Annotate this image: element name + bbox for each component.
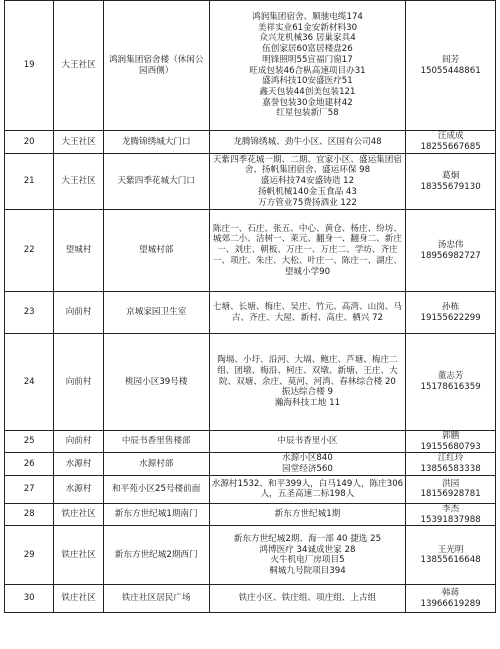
table-row — [5, 334, 496, 431]
scope-line: 新东方世纪城2期、海一部 40 捷选 25 — [233, 533, 382, 544]
site-name: 鸿润集团宿舍楼（休闲公园西侧） — [108, 54, 204, 76]
row-number-cell: 26 — [5, 453, 54, 475]
scope-line: 万方管业75费扬酒业 122 — [258, 197, 357, 208]
community-cell: 望城村 — [54, 210, 103, 292]
contact-name: 韩蒋 — [442, 588, 460, 599]
contact-cell — [406, 503, 496, 525]
row-number-cell: 24 — [5, 334, 54, 431]
contact-phone: 15391837988 — [420, 514, 481, 525]
contact-name: 王光明 — [437, 544, 464, 555]
row-number-cell: 21 — [5, 154, 54, 210]
contact-name: 闾芳 — [442, 54, 460, 65]
contact-name: 董志芳 — [437, 371, 464, 382]
scope-line: 陶塥、小圩、沿河、大塥、鲍庄、芦塘、梅庄二组、团墩、梅沿、柯庄、双墩、新塘、王庄、大院、双塘、余庄、莫河、河湾、春林综合楼 20 — [217, 355, 398, 387]
contact-phone: 13966619289 — [420, 598, 481, 609]
table-row — [5, 431, 496, 453]
site-cell — [103, 292, 209, 334]
site-cell — [103, 334, 209, 431]
site-cell — [103, 453, 209, 475]
site-name: 和平苑小区25号楼前面 — [112, 483, 201, 494]
scope-line: 盛运科技74安盛铸造 12 — [260, 176, 355, 187]
scope-line: 美祥实业61金安新材料30 — [257, 22, 358, 33]
site-cell — [103, 131, 209, 154]
site-name: 中辰书香里售楼部 — [121, 436, 191, 447]
contact-name: 汤忠伟 — [437, 239, 464, 250]
site-cell — [103, 475, 209, 503]
scope-cell — [209, 334, 406, 431]
site-cell — [103, 431, 209, 453]
site-name: 桃园小区39号楼 — [124, 376, 188, 387]
contact-name: 孙栋 — [442, 301, 460, 312]
scope-line: 瀚海科技工地 11 — [274, 398, 341, 409]
community-cell: 铁庄社区 — [54, 585, 103, 613]
row-number-cell: 29 — [5, 526, 54, 585]
contact-cell — [406, 1, 496, 131]
scope-cell — [209, 475, 406, 503]
scope-cell — [209, 431, 406, 453]
site-name: 铁庄社区居民广场 — [121, 593, 191, 604]
contact-cell — [406, 475, 496, 503]
table-row — [5, 503, 496, 525]
scope-line: 扬帆机械140金玉食品 43 — [258, 186, 357, 197]
contact-cell — [406, 334, 496, 431]
scope-cell — [209, 210, 406, 292]
row-number-cell: 22 — [5, 210, 54, 292]
site-table — [4, 0, 496, 613]
contact-name: 江红玲 — [437, 453, 464, 464]
scope-line: 铁庄小区、铁庄组、项庄组、上古组 — [238, 593, 377, 604]
scope-line: 陈庄一、石庄、张五、中心、黄仓、杨庄、纷坊、城郊二小、洁树一、莱元、翻身一、翻身二、新庄一、刘庄、朝板、万庄一、万庄二、学坊、齐庄一、项庄、朱庄、大松、叶庄一、陈庄一、湖庄、望城小学90 — [212, 223, 402, 277]
scope-line: 园堂经济560 — [282, 464, 333, 475]
site-name: 新东方世纪城2期西门 — [114, 549, 198, 560]
contact-phone: 18156928781 — [420, 489, 481, 500]
scope-line: 盛鸿科技10安盛医疗51 — [262, 76, 353, 87]
site-cell — [103, 526, 209, 585]
table-row — [5, 585, 496, 613]
contact-phone: 18956982727 — [420, 250, 481, 261]
site-cell — [103, 503, 209, 525]
site-cell — [103, 210, 209, 292]
site-cell — [103, 1, 209, 131]
community-cell: 大王社区 — [54, 1, 103, 131]
scope-line: 水源小区840 — [282, 453, 333, 464]
contact-cell — [406, 453, 496, 475]
scope-cell — [209, 131, 406, 154]
row-number-cell: 28 — [5, 503, 54, 525]
community-cell: 铁庄社区 — [54, 526, 103, 585]
contact-phone: 15178616359 — [420, 382, 481, 392]
row-number-cell: 20 — [5, 131, 54, 154]
row-number-cell: 19 — [5, 1, 54, 131]
site-table-body — [5, 1, 496, 613]
site-cell — [103, 585, 209, 613]
scope-line: 新东方世纪城1期 — [274, 509, 341, 520]
contact-cell — [406, 210, 496, 292]
scope-cell — [209, 585, 406, 613]
table-row — [5, 210, 496, 292]
scope-cell — [209, 292, 406, 334]
scope-line: 天紫四季花城一期、二期、宜家小区、盛运集团宿舍、扬帆集团宿舍、盛运环保 98 — [212, 154, 402, 176]
table-row — [5, 154, 496, 210]
contact-cell — [406, 431, 496, 453]
scope-cell — [209, 503, 406, 525]
scope-line: 众兴龙机械36 居巢家具4 — [259, 33, 356, 44]
schedule-sheet — [4, 0, 496, 649]
contact-phone: 19155680793 — [420, 441, 481, 452]
row-number-cell: 25 — [5, 431, 54, 453]
scope-line: 中辰书香里小区 — [277, 436, 338, 447]
community-cell: 向前村 — [54, 431, 103, 453]
contact-cell — [406, 131, 496, 154]
scope-line: 鸿润集团宿舍、顺驰电缆174 — [251, 11, 363, 22]
scope-line: 鸿博医疗 34诚成世家 28 — [259, 544, 356, 555]
community-cell: 铁庄社区 — [54, 503, 103, 525]
site-cell — [103, 154, 209, 210]
contact-name: 汪成成 — [437, 131, 464, 142]
table-row — [5, 1, 496, 131]
table-row — [5, 292, 496, 334]
scope-line: 振达综合楼 9 — [281, 387, 334, 398]
contact-name: 洪园 — [442, 478, 460, 489]
community-cell: 水源村 — [54, 475, 103, 503]
contact-phone: 18255667685 — [420, 142, 481, 152]
scope-cell — [209, 154, 406, 210]
site-name: 天紫四季花城大门口 — [117, 176, 195, 187]
contact-name: 郭鹏 — [442, 431, 460, 441]
table-row — [5, 453, 496, 475]
row-number-cell: 30 — [5, 585, 54, 613]
contact-phone: 13855616648 — [420, 555, 481, 566]
contact-phone: 13856583338 — [420, 464, 481, 475]
scope-cell — [209, 453, 406, 475]
contact-name: 李杰 — [442, 503, 460, 514]
community-cell: 大王社区 — [54, 131, 103, 154]
contact-cell — [406, 526, 496, 585]
contact-phone: 19155622299 — [420, 312, 481, 323]
scope-line: 伍创家居60富居楼盘26 — [262, 44, 353, 55]
contact-name: 葛炯 — [442, 170, 460, 181]
site-name: 望城村部 — [139, 245, 174, 256]
row-number-cell: 23 — [5, 292, 54, 334]
scope-line: 七塘、长塘、梅庄、吴庄、竹元、高湾、山岗、马古、齐庄、大屋、新村、高庄、栖兴 72 — [212, 301, 402, 323]
community-cell: 水源村 — [54, 453, 103, 475]
contact-cell — [406, 154, 496, 210]
scope-cell — [209, 526, 406, 585]
site-name: 新东方世纪城1期南门 — [114, 509, 198, 520]
scope-line: 嘉誉包装30金地建材42 — [262, 97, 353, 108]
scope-line: 明锋照明55宣福门窗17 — [262, 54, 353, 65]
contact-phone: 15055448861 — [420, 65, 481, 76]
table-row — [5, 526, 496, 585]
contact-cell — [406, 585, 496, 613]
scope-line: 水源村1532、和平399人，白马149人，陈庄306人，五圣高速二标198人 — [211, 478, 404, 500]
site-name: 龙腾锦绣城大门口 — [121, 136, 191, 147]
contact-cell — [406, 292, 496, 334]
community-cell: 大王社区 — [54, 154, 103, 210]
community-cell: 向前村 — [54, 292, 103, 334]
site-name: 京城家园卫生室 — [126, 307, 187, 318]
scope-cell — [209, 1, 406, 131]
community-cell: 向前村 — [54, 334, 103, 431]
scope-line: 桐城九号院项目394 — [269, 565, 346, 576]
scope-line: 红星包装新厂58 — [276, 108, 339, 119]
table-row — [5, 475, 496, 503]
scope-line: 旺成包装46合枞高速项目办31 — [249, 65, 366, 76]
scope-line: 龙腾锦绣城、劲牛小区、区国有公司48 — [233, 136, 382, 147]
scope-line: 鑫天包装44创美包装121 — [259, 86, 356, 97]
row-number-cell: 27 — [5, 475, 54, 503]
table-row — [5, 131, 496, 154]
contact-phone: 18355679130 — [420, 181, 481, 192]
scope-line: 火牛机电厂房项目5 — [270, 555, 345, 566]
site-name: 水源村部 — [139, 458, 174, 469]
